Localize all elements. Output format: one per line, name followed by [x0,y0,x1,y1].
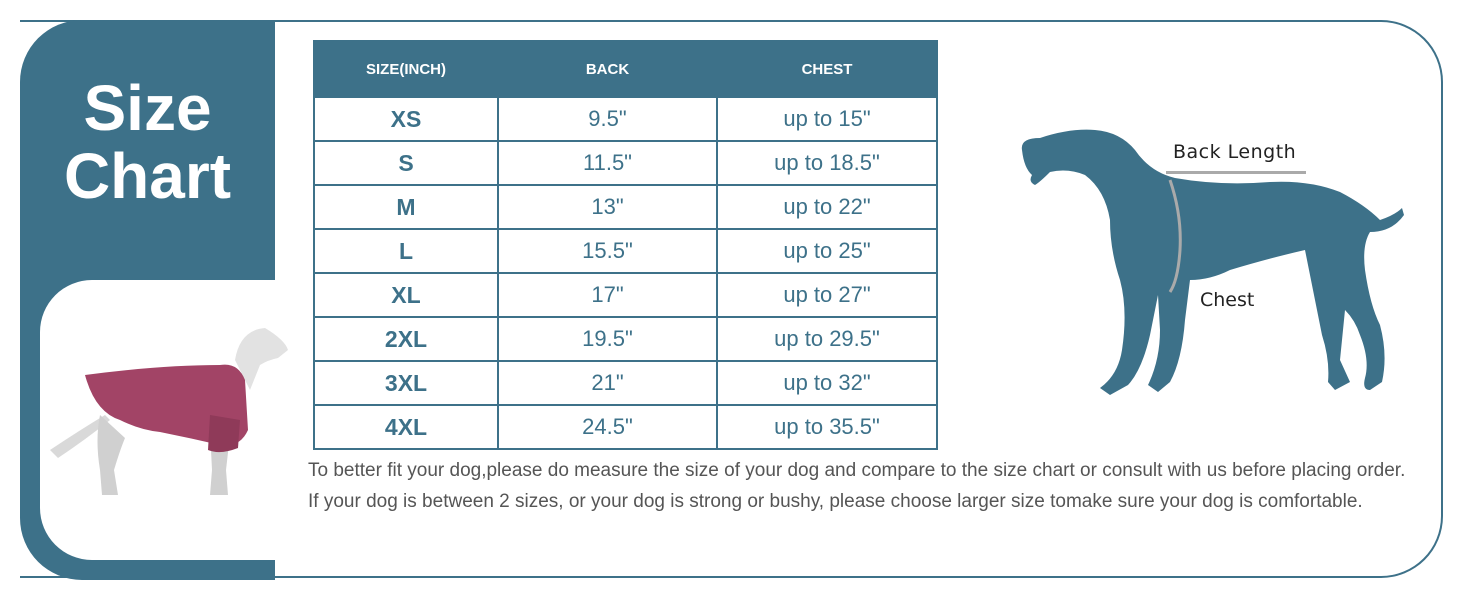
dog-mannequin-shirt-icon [40,320,290,500]
table-row [314,229,937,273]
title-line-1: Size [83,72,212,144]
dog-silhouette-icon [1010,120,1410,410]
back-cell: 19.5" [498,317,717,361]
size-cell: L [314,229,498,273]
header-size: SIZE(INCH) [314,41,498,97]
chest-cell: up to 22" [717,185,937,229]
table-row [314,273,937,317]
back-length-line [1166,171,1306,174]
back-cell: 9.5" [498,97,717,141]
table-row [314,361,937,405]
title-line-2: Chart [63,140,232,212]
size-cell: XL [314,273,498,317]
size-cell: 4XL [314,405,498,449]
back-cell: 11.5" [498,141,717,185]
size-cell: M [314,185,498,229]
size-cell: XS [314,97,498,141]
table-row [314,141,937,185]
table-row [314,185,937,229]
table-header-row [314,41,937,97]
size-table [313,40,938,450]
chest-cell: up to 25" [717,229,937,273]
chest-label: Chest [1200,289,1255,311]
header-chest: CHEST [717,41,937,97]
note-measure: To better fit your dog,please do measure the size of your dog and compare to the size chart or consult with us before placing order. [308,460,1406,481]
back-length-label: Back Length [1173,141,1297,163]
size-cell: S [314,141,498,185]
table-row [314,97,937,141]
chest-cell: up to 35.5" [717,405,937,449]
back-cell: 24.5" [498,405,717,449]
back-cell: 15.5" [498,229,717,273]
note-between-sizes: If your dog is between 2 sizes, or your dog is strong or bushy, please choose larger size tomake sure your dog is comfortable. [308,491,1363,512]
page-title [20,74,275,210]
size-cell: 3XL [314,361,498,405]
chest-cell: up to 32" [717,361,937,405]
chest-cell: up to 29.5" [717,317,937,361]
size-cell: 2XL [314,317,498,361]
header-back: BACK [498,41,717,97]
back-cell: 17" [498,273,717,317]
chest-cell: up to 27" [717,273,937,317]
fit-notes [308,459,1418,521]
back-cell: 21" [498,361,717,405]
back-cell: 13" [498,185,717,229]
chest-cell: up to 15" [717,97,937,141]
chest-cell: up to 18.5" [717,141,937,185]
table-row [314,405,937,449]
table-row [314,317,937,361]
